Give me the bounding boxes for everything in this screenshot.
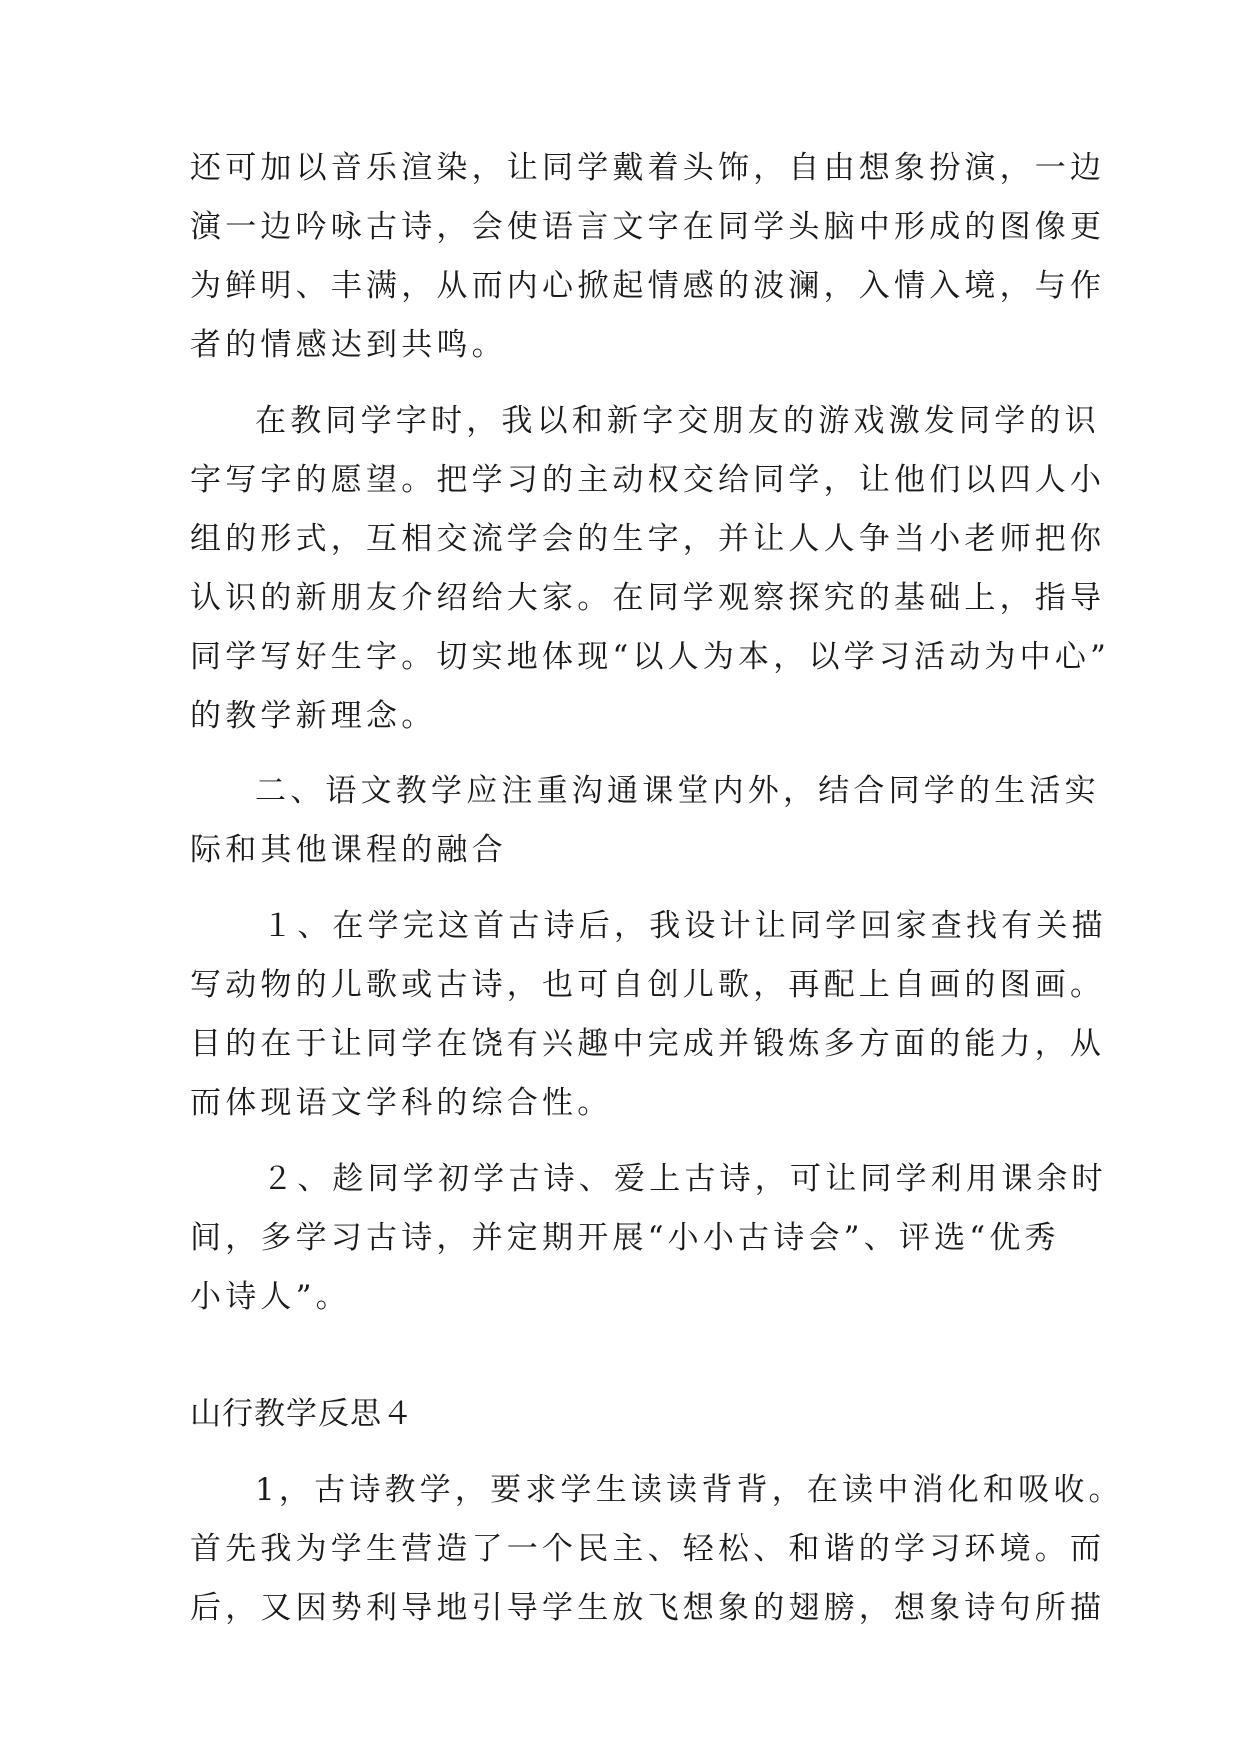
list-item-line: 间，多学习古诗，并定期开展“小小古诗会”、评选“优秀 bbox=[190, 1220, 1060, 1256]
paragraph-line: 为鲜明、丰满，从而内心掀起情感的波澜，入情入境，与作 bbox=[190, 268, 1106, 304]
list-item-line: 小诗人”。 bbox=[190, 1279, 351, 1315]
paragraph-line: 后，又因势利导地引导学生放飞想象的翅膀，想象诗句所描 bbox=[190, 1590, 1106, 1626]
paragraph-line: 认识的新朋友介绍给大家。在同学观察探究的基础上，指导 bbox=[190, 580, 1106, 616]
paragraph-line: 1，古诗教学，要求学生读读背背，在读中消化和吸收。 bbox=[255, 1472, 1124, 1508]
article-title: 山行教学反思４ bbox=[190, 1396, 414, 1432]
paragraph-line: 演一边吟咏古诗，会使语言文字在同学头脑中形成的图像更 bbox=[190, 209, 1106, 245]
paragraph-line: 字写字的愿望。把学习的主动权交给同学，让他们以四人小 bbox=[190, 462, 1106, 498]
list-item-line: ２、趁同学初学古诗、爱上古诗，可让同学利用课余时 bbox=[262, 1161, 1107, 1197]
list-item-line: １、在学完这首古诗后，我设计让同学回家查找有关描 bbox=[262, 908, 1107, 944]
list-item-line: 而体现语文学科的综合性。 bbox=[190, 1085, 613, 1121]
section-heading-line: 际和其他课程的融合 bbox=[190, 832, 507, 868]
paragraph-line: 首先我为学生营造了一个民主、轻松、和谐的学习环境。而 bbox=[190, 1531, 1106, 1567]
paragraph-line: 组的形式，互相交流学会的生字，并让人人争当小老师把你 bbox=[190, 521, 1106, 557]
paragraph-line: 还可加以音乐渲染，让同学戴着头饰，自由想象扮演，一边 bbox=[190, 150, 1106, 186]
paragraph-line: 的教学新理念。 bbox=[190, 698, 437, 734]
paragraph-line: 者的情感达到共鸣。 bbox=[190, 327, 507, 363]
paragraph-line: 在教同学字时，我以和新字交朋友的游戏激发同学的识 bbox=[255, 403, 1100, 439]
list-item-line: 写动物的儿歌或古诗，也可自创儿歌，再配上自画的图画。 bbox=[190, 967, 1106, 1003]
paragraph-line: 同学写好生字。切实地体现“以人为本，以学习活动为中心” bbox=[190, 639, 1111, 675]
section-heading-line: 二、语文教学应注重沟通课堂内外，结合同学的生活实 bbox=[255, 773, 1100, 809]
list-item-line: 目的在于让同学在饶有兴趣中完成并锻炼多方面的能力，从 bbox=[190, 1026, 1106, 1062]
